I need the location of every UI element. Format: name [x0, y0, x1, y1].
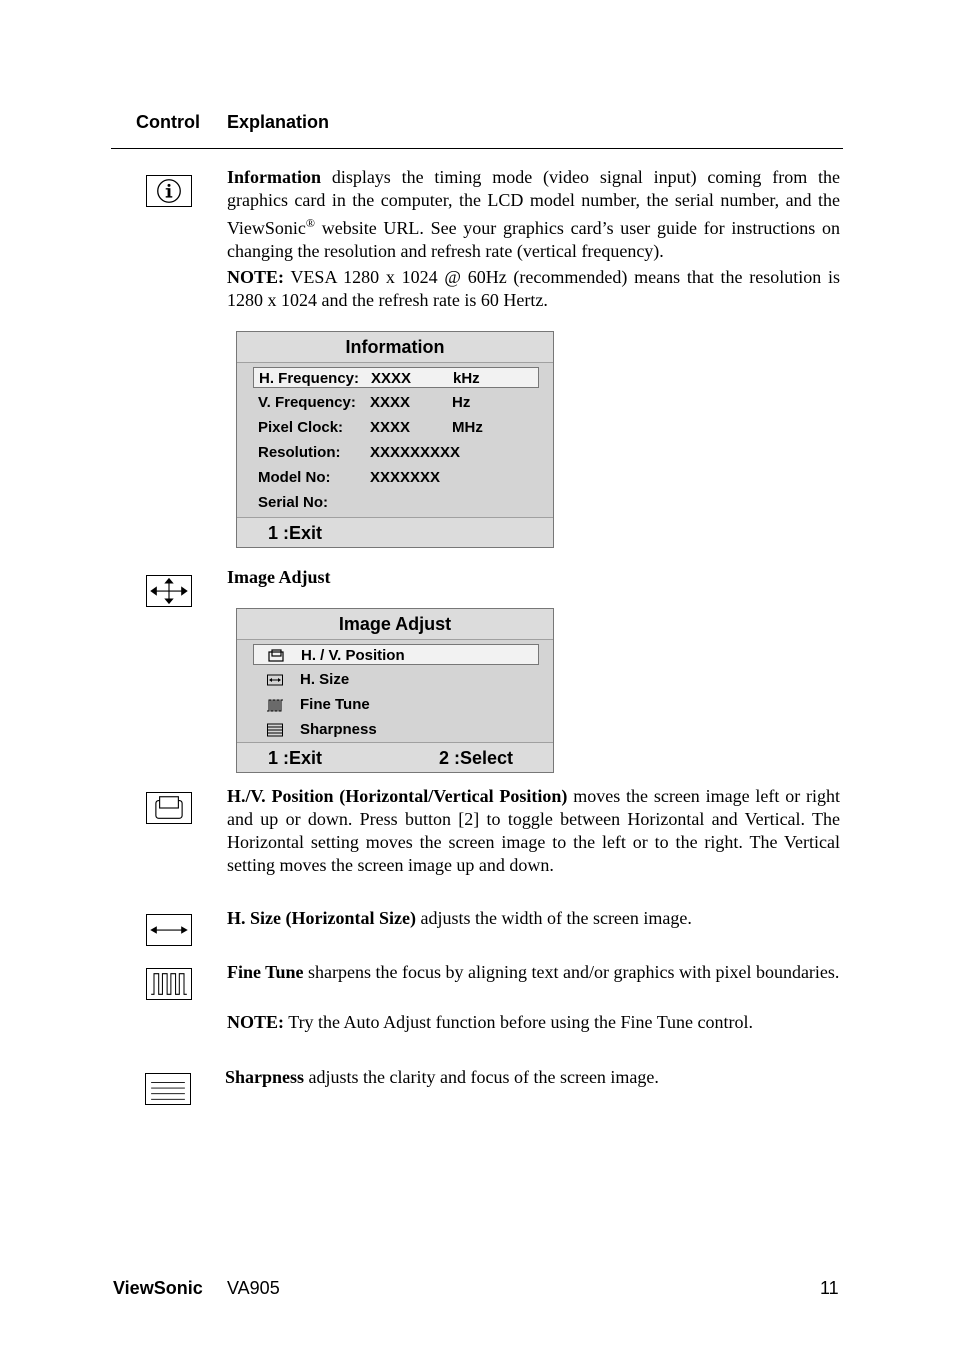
footer-brand: ViewSonic	[113, 1278, 203, 1298]
osd-info-value: XXXX	[371, 370, 412, 387]
osd-title: Information	[237, 332, 553, 363]
hv-position-text: moves the screen image left or right and up or down. Press button [2] to toggle between Horizontal and Vertical. The Horizontal setting moves the screen image to the left or to the right. The Vertical setting moves the screen image up and down.	[227, 786, 840, 875]
osd-footer	[237, 517, 553, 547]
fine-tune-text: sharpens the focus by aligning text and/or graphics with pixel boundaries.	[308, 962, 840, 982]
osd-info-row	[253, 367, 539, 388]
osd-info-label: Resolution:	[258, 444, 341, 461]
fine-tune-note	[227, 1011, 840, 1034]
control-column-header: Control	[136, 112, 200, 132]
sharpness-term: Sharpness	[225, 1067, 305, 1087]
h-size-text: adjusts the width of the screen image.	[420, 908, 692, 928]
osd-info-row	[253, 467, 539, 488]
h-size-icon	[267, 672, 283, 686]
osd-info-value: XXXXXXXXX	[370, 444, 461, 461]
osd-item-h-size[interactable]	[253, 669, 539, 690]
information-paragraph	[227, 166, 840, 263]
osd-footer	[237, 742, 553, 772]
osd-info-unit: kHz	[453, 370, 480, 387]
information-osd-menu	[236, 331, 554, 548]
osd-info-label: V. Frequency:	[258, 394, 356, 411]
osd-info-value: XXXX	[370, 419, 411, 436]
position-icon	[268, 648, 284, 662]
info-icon	[146, 175, 192, 207]
osd-info-row	[253, 442, 539, 463]
fine-tune-icon	[267, 697, 283, 711]
registered-mark: ®	[305, 216, 316, 230]
osd-info-row	[253, 392, 539, 413]
hv-position-paragraph	[227, 785, 840, 877]
osd-item-sharpness[interactable]	[253, 719, 539, 740]
position-icon	[146, 792, 192, 824]
osd-item-label: Fine Tune	[300, 696, 370, 713]
information-term: Information	[227, 167, 321, 187]
osd-select-label: 2 :Select	[439, 748, 514, 768]
fine-tune-paragraph	[227, 961, 840, 984]
osd-item-label: H. Size	[300, 671, 350, 688]
hv-position-term: H./V. Position (Horizontal/Vertical Position)	[227, 786, 568, 806]
osd-info-value: XXXXXXX	[370, 469, 441, 486]
h-size-icon	[146, 914, 192, 946]
page-number: 11	[820, 1278, 839, 1298]
header-divider	[111, 148, 843, 149]
fine-tune-icon	[146, 968, 192, 1000]
note-label: NOTE:	[227, 1012, 285, 1032]
osd-info-label: Pixel Clock:	[258, 419, 344, 436]
osd-info-label: Model No:	[258, 469, 331, 486]
move-arrows-icon	[146, 575, 192, 607]
sharpness-icon	[267, 722, 283, 736]
osd-exit-label: 1 :Exit	[268, 748, 323, 768]
h-size-term: H. Size (Horizontal Size)	[227, 908, 416, 928]
osd-info-unit: MHz	[452, 419, 483, 436]
sharpness-icon	[145, 1073, 191, 1105]
explanation-column-header: Explanation	[227, 112, 330, 132]
information-note	[227, 266, 840, 312]
osd-info-unit: Hz	[452, 394, 471, 411]
image-adjust-heading: Image Adjust	[227, 567, 331, 587]
note-text: Try the Auto Adjust function before using the Fine Tune control.	[288, 1012, 754, 1032]
osd-info-label: Serial No:	[258, 494, 329, 511]
osd-info-row	[253, 417, 539, 438]
osd-info-row	[253, 492, 539, 513]
fine-tune-term: Fine Tune	[227, 962, 304, 982]
osd-info-label: H. Frequency:	[259, 370, 360, 387]
note-label: NOTE:	[227, 267, 285, 287]
footer-model: VA905	[227, 1278, 280, 1298]
sharpness-text: adjusts the clarity and focus of the screen image.	[308, 1067, 659, 1087]
h-size-paragraph	[227, 907, 840, 930]
osd-exit-label: 1 :Exit	[268, 523, 323, 543]
note-text: VESA 1280 x 1024 @ 60Hz (recommended) means that the resolution is 1280 x 1024 and the refresh rate is 60 Hertz.	[227, 267, 840, 310]
information-text: displays the timing mode (video signal input) coming from the graphics card in the computer, the LCD model number, the serial number, and the ViewSonic	[227, 167, 841, 238]
osd-info-value: XXXX	[370, 394, 411, 411]
information-text-cont: website URL. See your graphics card’s user guide for instructions on changing the resolution and refresh rate (vertical frequency).	[227, 218, 840, 261]
osd-item-hv-position[interactable]	[253, 644, 539, 665]
osd-item-label: H. / V. Position	[301, 647, 405, 664]
sharpness-paragraph	[225, 1066, 838, 1089]
osd-item-fine-tune[interactable]	[253, 694, 539, 715]
image-adjust-osd-menu	[236, 608, 554, 773]
osd-title: Image Adjust	[237, 609, 553, 640]
osd-item-label: Sharpness	[300, 721, 377, 738]
